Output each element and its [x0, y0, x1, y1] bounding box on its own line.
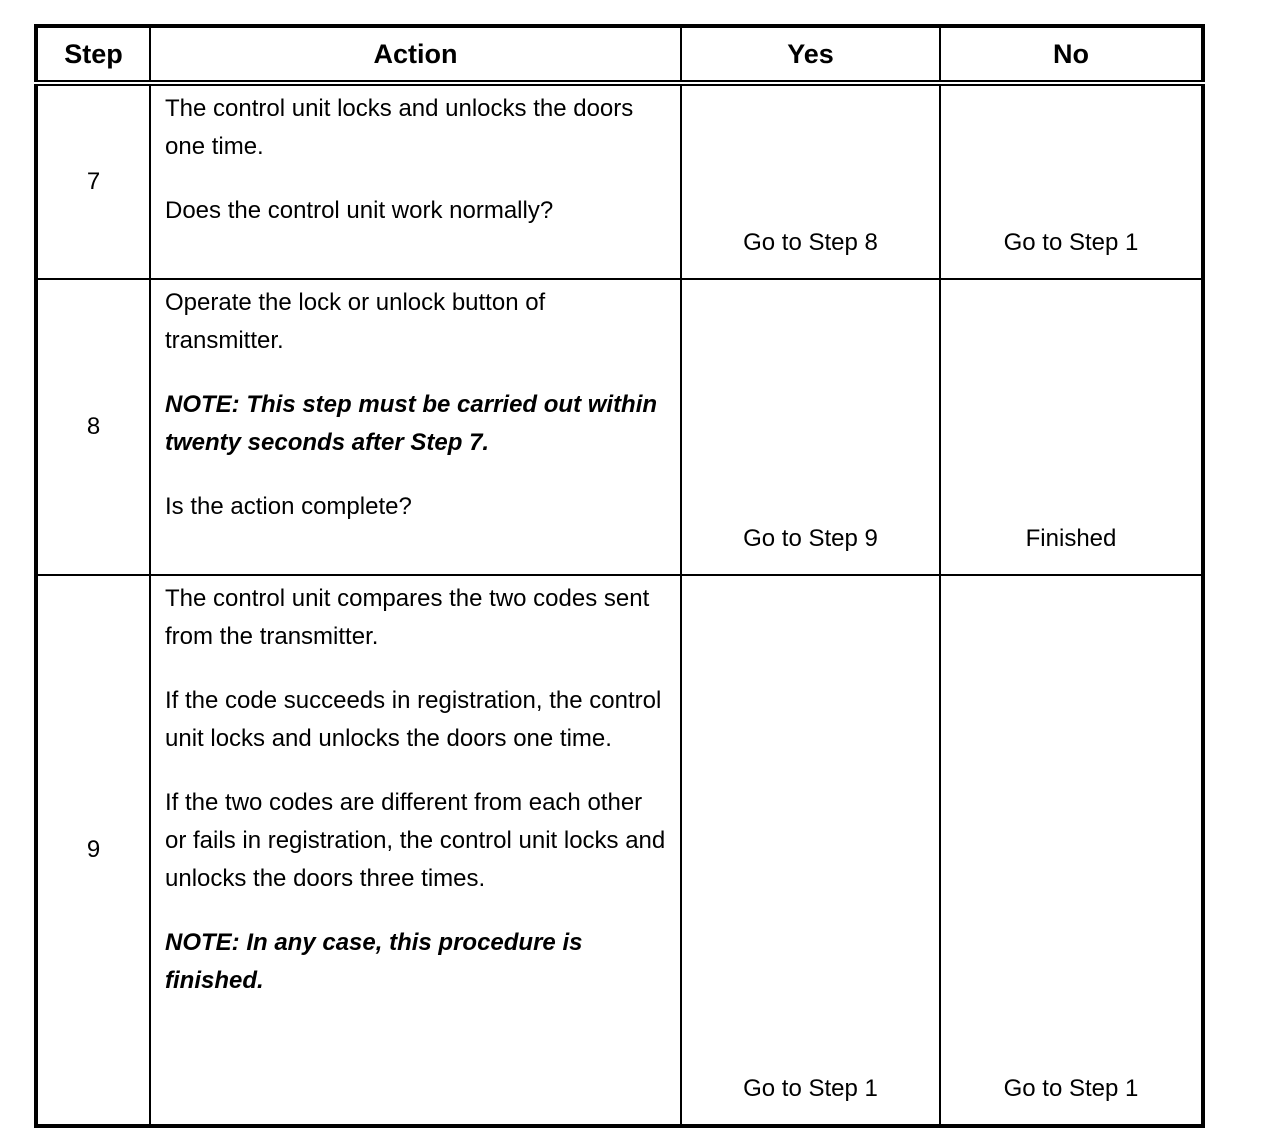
header-step: Step — [36, 26, 150, 83]
action-text: Operate the lock or unlock button of transmitter. — [165, 289, 546, 354]
action-text: The control unit compares the two codes sent from the transmitter. — [165, 585, 650, 650]
step-number: 7 — [36, 83, 150, 279]
action-note: NOTE: In any case, this procedure is finished. — [165, 929, 583, 994]
step-number: 8 — [36, 279, 150, 575]
action-note: NOTE: This step must be carried out within twenty seconds after Step 7. — [165, 391, 658, 456]
action-text: If the code succeeds in registration, the control unit locks and unlocks the doors one time. — [165, 687, 662, 752]
step-number: 9 — [36, 575, 150, 1126]
table-header-row — [36, 26, 1203, 83]
header-yes: Yes — [681, 26, 940, 83]
table-row — [36, 575, 1203, 1126]
table-row — [36, 279, 1203, 575]
action-text: The control unit locks and unlocks the doors one time. — [165, 95, 634, 160]
diagnostic-step-table — [34, 24, 1205, 1128]
no-result: Go to Step 1 — [940, 575, 1203, 1126]
yes-result: Go to Step 1 — [681, 575, 940, 1126]
no-result: Finished — [940, 279, 1203, 575]
yes-result: Go to Step 9 — [681, 279, 940, 575]
action-cell — [150, 83, 681, 279]
action-question: Does the control unit work normally? — [165, 197, 554, 224]
no-result: Go to Step 1 — [940, 83, 1203, 279]
action-cell — [150, 279, 681, 575]
header-action: Action — [150, 26, 681, 83]
table-row — [36, 83, 1203, 279]
yes-result: Go to Step 8 — [681, 83, 940, 279]
action-text: If the two codes are different from each other or fails in registration, the control unit locks and unlocks the doors three times. — [165, 789, 666, 892]
action-cell — [150, 575, 681, 1126]
header-no: No — [940, 26, 1203, 83]
action-question: Is the action complete? — [165, 493, 412, 520]
